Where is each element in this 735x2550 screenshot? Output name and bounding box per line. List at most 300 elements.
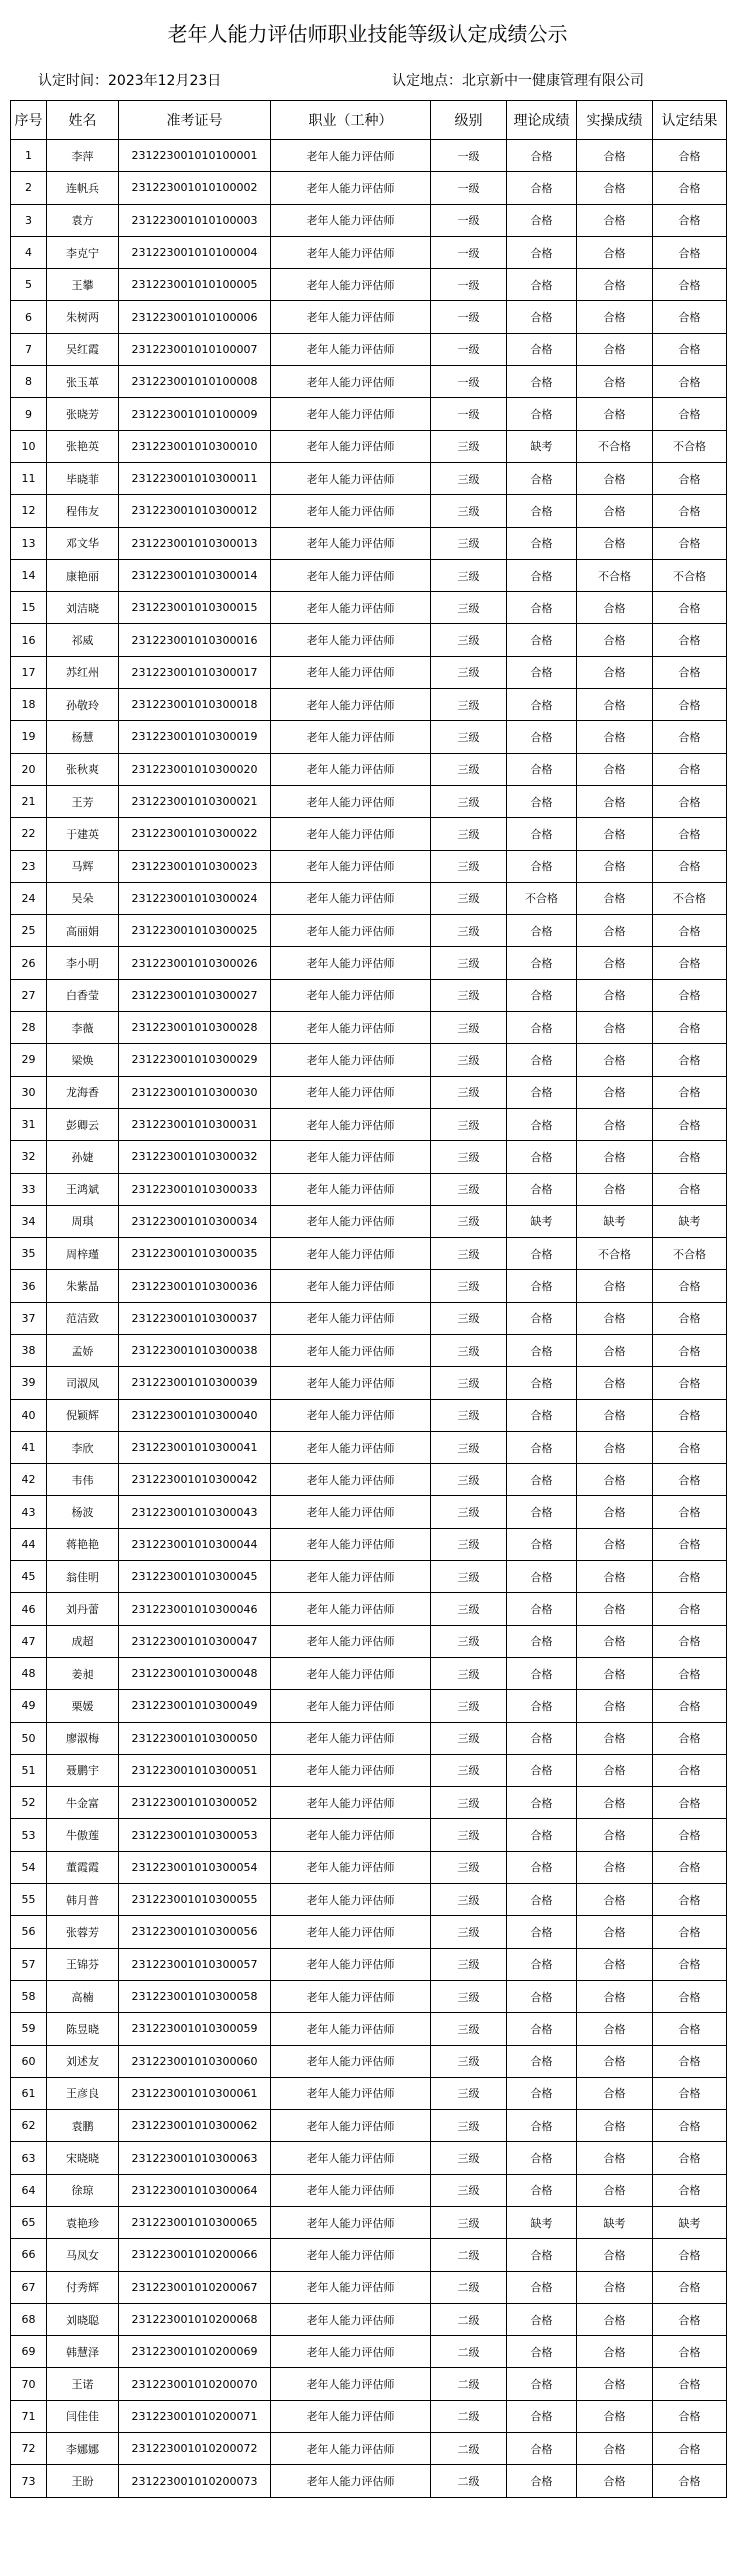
cell-level: 三级 [431, 785, 507, 817]
cell-name: 张蓉芳 [47, 1916, 119, 1948]
cell-result: 合格 [653, 1884, 727, 1916]
cell-result: 合格 [653, 2271, 727, 2303]
cell-seq: 46 [11, 1593, 47, 1625]
table-row [11, 2045, 727, 2077]
cell-occupation: 老年人能力评估师 [271, 366, 431, 398]
cell-occupation: 老年人能力评估师 [271, 1496, 431, 1528]
cell-practice: 合格 [577, 1657, 653, 1689]
cell-theory: 合格 [507, 1270, 577, 1302]
cell-seq: 7 [11, 333, 47, 365]
cell-practice: 合格 [577, 785, 653, 817]
cell-ticket: 231223001010300053 [119, 1819, 271, 1851]
cell-practice: 合格 [577, 204, 653, 236]
cell-occupation: 老年人能力评估师 [271, 2336, 431, 2368]
cell-seq: 1 [11, 140, 47, 172]
cell-ticket: 231223001010200071 [119, 2400, 271, 2432]
cell-seq: 9 [11, 398, 47, 430]
cell-practice: 合格 [577, 947, 653, 979]
cell-seq: 4 [11, 236, 47, 268]
cell-occupation: 老年人能力评估师 [271, 2368, 431, 2400]
cell-level: 一级 [431, 398, 507, 430]
cell-theory: 合格 [507, 204, 577, 236]
cell-occupation: 老年人能力评估师 [271, 2013, 431, 2045]
cell-name: 孟娇 [47, 1334, 119, 1366]
cell-practice: 合格 [577, 2174, 653, 2206]
cell-occupation: 老年人能力评估师 [271, 1528, 431, 1560]
cell-ticket: 231223001010300065 [119, 2207, 271, 2239]
cell-occupation: 老年人能力评估师 [271, 1851, 431, 1883]
cell-level: 二级 [431, 2368, 507, 2400]
cell-result: 合格 [653, 204, 727, 236]
table-row [11, 2368, 727, 2400]
cell-occupation: 老年人能力评估师 [271, 818, 431, 850]
cell-name: 韩月普 [47, 1884, 119, 1916]
cell-level: 三级 [431, 1141, 507, 1173]
cell-practice: 不合格 [577, 1238, 653, 1270]
table-row [11, 2303, 727, 2335]
cell-ticket: 231223001010300054 [119, 1851, 271, 1883]
cell-level: 三级 [431, 527, 507, 559]
header-theory: 理论成绩 [507, 101, 577, 140]
cell-ticket: 231223001010200067 [119, 2271, 271, 2303]
cell-practice: 合格 [577, 1561, 653, 1593]
header-practice: 实操成绩 [577, 101, 653, 140]
cell-level: 三级 [431, 818, 507, 850]
cell-seq: 34 [11, 1205, 47, 1237]
table-row [11, 1528, 727, 1560]
cell-seq: 15 [11, 592, 47, 624]
cell-seq: 64 [11, 2174, 47, 2206]
cell-result: 合格 [653, 1657, 727, 1689]
cell-practice: 合格 [577, 1625, 653, 1657]
cell-result: 合格 [653, 1593, 727, 1625]
cell-practice: 不合格 [577, 559, 653, 591]
table-row [11, 1722, 727, 1754]
cell-practice: 合格 [577, 1076, 653, 1108]
cell-occupation: 老年人能力评估师 [271, 1108, 431, 1140]
table-row [11, 1173, 727, 1205]
cell-practice: 合格 [577, 2465, 653, 2497]
cell-seq: 50 [11, 1722, 47, 1754]
table-row [11, 1980, 727, 2012]
cell-ticket: 231223001010300055 [119, 1884, 271, 1916]
cell-result: 不合格 [653, 882, 727, 914]
cell-name: 朱紫晶 [47, 1270, 119, 1302]
cell-theory: 合格 [507, 656, 577, 688]
cell-result: 合格 [653, 140, 727, 172]
cell-theory: 合格 [507, 1367, 577, 1399]
cell-theory: 合格 [507, 527, 577, 559]
cell-seq: 61 [11, 2077, 47, 2109]
cell-name: 刘丹蕾 [47, 1593, 119, 1625]
cell-level: 三级 [431, 1657, 507, 1689]
cell-practice: 合格 [577, 462, 653, 494]
cell-practice: 合格 [577, 592, 653, 624]
table-row [11, 398, 727, 430]
cell-practice: 合格 [577, 1270, 653, 1302]
table-row [11, 753, 727, 785]
cell-seq: 23 [11, 850, 47, 882]
cell-practice: 合格 [577, 1108, 653, 1140]
cell-seq: 54 [11, 1851, 47, 1883]
cell-practice: 合格 [577, 1399, 653, 1431]
cell-result: 合格 [653, 333, 727, 365]
cell-seq: 27 [11, 979, 47, 1011]
cell-level: 三级 [431, 2142, 507, 2174]
cell-ticket: 231223001010300052 [119, 1787, 271, 1819]
cell-theory: 合格 [507, 915, 577, 947]
cell-seq: 70 [11, 2368, 47, 2400]
cell-name: 刘洁晓 [47, 592, 119, 624]
table-row [11, 527, 727, 559]
cell-occupation: 老年人能力评估师 [271, 2433, 431, 2465]
cell-level: 三级 [431, 1593, 507, 1625]
header-name: 姓名 [47, 101, 119, 140]
cell-level: 三级 [431, 1690, 507, 1722]
cell-seq: 51 [11, 1754, 47, 1786]
cell-level: 三级 [431, 2045, 507, 2077]
cell-level: 三级 [431, 1754, 507, 1786]
table-row [11, 236, 727, 268]
cell-practice: 合格 [577, 269, 653, 301]
table-row [11, 2077, 727, 2109]
cell-seq: 66 [11, 2239, 47, 2271]
cell-name: 李欣 [47, 1431, 119, 1463]
cell-result: 缺考 [653, 2207, 727, 2239]
cell-result: 合格 [653, 1916, 727, 1948]
cell-theory: 缺考 [507, 1205, 577, 1237]
cell-practice: 合格 [577, 333, 653, 365]
cell-ticket: 231223001010300060 [119, 2045, 271, 2077]
table-row [11, 1367, 727, 1399]
cell-result: 合格 [653, 1399, 727, 1431]
cell-ticket: 231223001010300019 [119, 721, 271, 753]
cell-result: 合格 [653, 753, 727, 785]
cell-practice: 合格 [577, 1722, 653, 1754]
table-row [11, 1593, 727, 1625]
cell-practice: 合格 [577, 2336, 653, 2368]
table-row [11, 1884, 727, 1916]
cell-theory: 合格 [507, 462, 577, 494]
cell-seq: 2 [11, 172, 47, 204]
cell-theory: 合格 [507, 2465, 577, 2497]
cell-ticket: 231223001010300033 [119, 1173, 271, 1205]
cell-seq: 55 [11, 1884, 47, 1916]
cell-seq: 53 [11, 1819, 47, 1851]
cell-result: 合格 [653, 721, 727, 753]
cell-practice: 合格 [577, 398, 653, 430]
cell-theory: 合格 [507, 1787, 577, 1819]
table-row [11, 495, 727, 527]
cell-name: 廖淑梅 [47, 1722, 119, 1754]
table-row [11, 1464, 727, 1496]
cell-theory: 合格 [507, 689, 577, 721]
table-row [11, 624, 727, 656]
cell-name: 王鸿斌 [47, 1173, 119, 1205]
cell-result: 合格 [653, 915, 727, 947]
cell-practice: 合格 [577, 2400, 653, 2432]
cell-seq: 10 [11, 430, 47, 462]
cell-level: 一级 [431, 366, 507, 398]
table-row [11, 915, 727, 947]
cell-level: 三级 [431, 947, 507, 979]
cell-result: 合格 [653, 1173, 727, 1205]
cell-theory: 合格 [507, 1722, 577, 1754]
cell-theory: 合格 [507, 333, 577, 365]
cell-occupation: 老年人能力评估师 [271, 2110, 431, 2142]
cell-name: 王诺 [47, 2368, 119, 2400]
cell-occupation: 老年人能力评估师 [271, 495, 431, 527]
cell-theory: 合格 [507, 753, 577, 785]
cell-ticket: 231223001010300032 [119, 1141, 271, 1173]
cell-seq: 35 [11, 1238, 47, 1270]
cell-level: 三级 [431, 1528, 507, 1560]
cell-level: 一级 [431, 172, 507, 204]
cell-occupation: 老年人能力评估师 [271, 1561, 431, 1593]
cell-level: 三级 [431, 1334, 507, 1366]
cell-result: 合格 [653, 2303, 727, 2335]
cell-name: 李娜娜 [47, 2433, 119, 2465]
cell-occupation: 老年人能力评估师 [271, 1787, 431, 1819]
cell-ticket: 231223001010300057 [119, 1948, 271, 1980]
cell-occupation: 老年人能力评估师 [271, 624, 431, 656]
cell-theory: 合格 [507, 1754, 577, 1786]
table-row [11, 785, 727, 817]
cell-result: 合格 [653, 2013, 727, 2045]
cell-seq: 13 [11, 527, 47, 559]
table-row [11, 947, 727, 979]
cell-ticket: 231223001010300056 [119, 1916, 271, 1948]
cell-name: 王彦良 [47, 2077, 119, 2109]
cell-practice: 合格 [577, 2368, 653, 2400]
cell-seq: 43 [11, 1496, 47, 1528]
cell-result: 合格 [653, 624, 727, 656]
cell-name: 朱树两 [47, 301, 119, 333]
table-row [11, 1657, 727, 1689]
cell-result: 合格 [653, 236, 727, 268]
cell-ticket: 231223001010300024 [119, 882, 271, 914]
table-row [11, 204, 727, 236]
cell-occupation: 老年人能力评估师 [271, 1367, 431, 1399]
table-row [11, 1205, 727, 1237]
cell-occupation: 老年人能力评估师 [271, 785, 431, 817]
cell-result: 合格 [653, 2433, 727, 2465]
cell-seq: 24 [11, 882, 47, 914]
cell-seq: 12 [11, 495, 47, 527]
cell-occupation: 老年人能力评估师 [271, 2239, 431, 2271]
cell-theory: 不合格 [507, 882, 577, 914]
cell-practice: 合格 [577, 2271, 653, 2303]
cell-level: 三级 [431, 1205, 507, 1237]
cell-practice: 合格 [577, 818, 653, 850]
cell-name: 袁艳珍 [47, 2207, 119, 2239]
table-row [11, 656, 727, 688]
cell-ticket: 231223001010300017 [119, 656, 271, 688]
table-row [11, 269, 727, 301]
table-row [11, 1302, 727, 1334]
cell-occupation: 老年人能力评估师 [271, 301, 431, 333]
cell-result: 合格 [653, 1334, 727, 1366]
cell-practice: 合格 [577, 1690, 653, 1722]
cell-seq: 65 [11, 2207, 47, 2239]
cell-level: 二级 [431, 2303, 507, 2335]
cell-theory: 合格 [507, 495, 577, 527]
cell-practice: 合格 [577, 721, 653, 753]
cell-level: 三级 [431, 1787, 507, 1819]
cell-name: 刘晓聪 [47, 2303, 119, 2335]
table-row [11, 1108, 727, 1140]
cell-result: 合格 [653, 1108, 727, 1140]
cell-seq: 62 [11, 2110, 47, 2142]
cell-ticket: 231223001010300023 [119, 850, 271, 882]
cell-seq: 47 [11, 1625, 47, 1657]
cell-ticket: 231223001010300048 [119, 1657, 271, 1689]
cell-seq: 18 [11, 689, 47, 721]
table-row [11, 1044, 727, 1076]
cell-seq: 32 [11, 1141, 47, 1173]
cell-level: 三级 [431, 1851, 507, 1883]
cell-theory: 合格 [507, 1399, 577, 1431]
table-row [11, 721, 727, 753]
cell-occupation: 老年人能力评估师 [271, 753, 431, 785]
cell-result: 合格 [653, 2465, 727, 2497]
cell-level: 三级 [431, 1884, 507, 1916]
cell-theory: 合格 [507, 1819, 577, 1851]
cell-practice: 合格 [577, 1787, 653, 1819]
table-row [11, 1787, 727, 1819]
cell-name: 吴朵 [47, 882, 119, 914]
cell-practice: 合格 [577, 1334, 653, 1366]
cell-name: 杨波 [47, 1496, 119, 1528]
cell-practice: 合格 [577, 1980, 653, 2012]
cell-occupation: 老年人能力评估师 [271, 592, 431, 624]
page-title: 老年人能力评估师职业技能等级认定成绩公示 [167, 22, 568, 46]
cell-seq: 52 [11, 1787, 47, 1819]
table-row [11, 1819, 727, 1851]
cell-level: 三级 [431, 462, 507, 494]
cell-result: 合格 [653, 398, 727, 430]
cell-ticket: 231223001010100001 [119, 140, 271, 172]
cell-level: 三级 [431, 1302, 507, 1334]
cell-ticket: 231223001010300044 [119, 1528, 271, 1560]
cell-level: 三级 [431, 721, 507, 753]
cell-occupation: 老年人能力评估师 [271, 1754, 431, 1786]
cell-ticket: 231223001010100007 [119, 333, 271, 365]
cell-level: 三级 [431, 1399, 507, 1431]
cell-theory: 合格 [507, 1496, 577, 1528]
cell-ticket: 231223001010300061 [119, 2077, 271, 2109]
cell-result: 合格 [653, 1948, 727, 1980]
header-seq: 序号 [11, 101, 47, 140]
cell-name: 栗媛 [47, 1690, 119, 1722]
cell-theory: 合格 [507, 850, 577, 882]
cell-level: 三级 [431, 495, 507, 527]
cell-seq: 14 [11, 559, 47, 591]
cell-result: 合格 [653, 1787, 727, 1819]
cell-level: 三级 [431, 2110, 507, 2142]
cell-practice: 合格 [577, 236, 653, 268]
cell-level: 三级 [431, 1431, 507, 1463]
cell-ticket: 231223001010100009 [119, 398, 271, 430]
cell-name: 连帆兵 [47, 172, 119, 204]
cell-theory: 合格 [507, 1431, 577, 1463]
cell-ticket: 231223001010300029 [119, 1044, 271, 1076]
cell-practice: 合格 [577, 366, 653, 398]
cell-occupation: 老年人能力评估师 [271, 979, 431, 1011]
cell-practice: 不合格 [577, 430, 653, 462]
table-row [11, 1012, 727, 1044]
table-row [11, 1270, 727, 1302]
cell-name: 张玉革 [47, 366, 119, 398]
cell-practice: 合格 [577, 495, 653, 527]
cell-practice: 合格 [577, 2433, 653, 2465]
cell-result: 合格 [653, 689, 727, 721]
cell-level: 一级 [431, 333, 507, 365]
cell-theory: 合格 [507, 559, 577, 591]
cell-practice: 合格 [577, 1916, 653, 1948]
cell-result: 合格 [653, 656, 727, 688]
table-row [11, 172, 727, 204]
cell-occupation: 老年人能力评估师 [271, 882, 431, 914]
cell-level: 一级 [431, 140, 507, 172]
table-row [11, 2271, 727, 2303]
cell-occupation: 老年人能力评估师 [271, 1916, 431, 1948]
cell-result: 合格 [653, 2400, 727, 2432]
cell-level: 二级 [431, 2336, 507, 2368]
cell-occupation: 老年人能力评估师 [271, 462, 431, 494]
cell-name: 王攀 [47, 269, 119, 301]
table-row [11, 1399, 727, 1431]
cell-level: 三级 [431, 1270, 507, 1302]
cell-result: 合格 [653, 2142, 727, 2174]
cell-level: 一级 [431, 204, 507, 236]
table-row [11, 430, 727, 462]
cell-occupation: 老年人能力评估师 [271, 1657, 431, 1689]
cell-name: 姜昶 [47, 1657, 119, 1689]
table-row [11, 1141, 727, 1173]
cell-level: 三级 [431, 1367, 507, 1399]
cell-theory: 合格 [507, 1076, 577, 1108]
cell-practice: 合格 [577, 2142, 653, 2174]
cell-result: 合格 [653, 785, 727, 817]
cell-theory: 合格 [507, 398, 577, 430]
cell-result: 合格 [653, 947, 727, 979]
cell-result: 合格 [653, 1754, 727, 1786]
cell-theory: 合格 [507, 2336, 577, 2368]
cell-result: 合格 [653, 2045, 727, 2077]
cell-result: 缺考 [653, 1205, 727, 1237]
cell-theory: 合格 [507, 2303, 577, 2335]
cell-theory: 合格 [507, 1141, 577, 1173]
cell-theory: 合格 [507, 1108, 577, 1140]
cell-practice: 合格 [577, 2045, 653, 2077]
table-row [11, 1334, 727, 1366]
cell-name: 翁佳明 [47, 1561, 119, 1593]
cell-occupation: 老年人能力评估师 [271, 1270, 431, 1302]
cell-result: 合格 [653, 1690, 727, 1722]
cell-name: 成超 [47, 1625, 119, 1657]
cell-name: 牛金富 [47, 1787, 119, 1819]
cell-theory: 缺考 [507, 430, 577, 462]
cell-level: 三级 [431, 430, 507, 462]
cell-result: 合格 [653, 527, 727, 559]
cell-occupation: 老年人能力评估师 [271, 333, 431, 365]
cell-occupation: 老年人能力评估师 [271, 2142, 431, 2174]
cell-ticket: 231223001010300045 [119, 1561, 271, 1593]
cell-seq: 69 [11, 2336, 47, 2368]
cell-result: 合格 [653, 1851, 727, 1883]
cell-ticket: 231223001010300034 [119, 1205, 271, 1237]
